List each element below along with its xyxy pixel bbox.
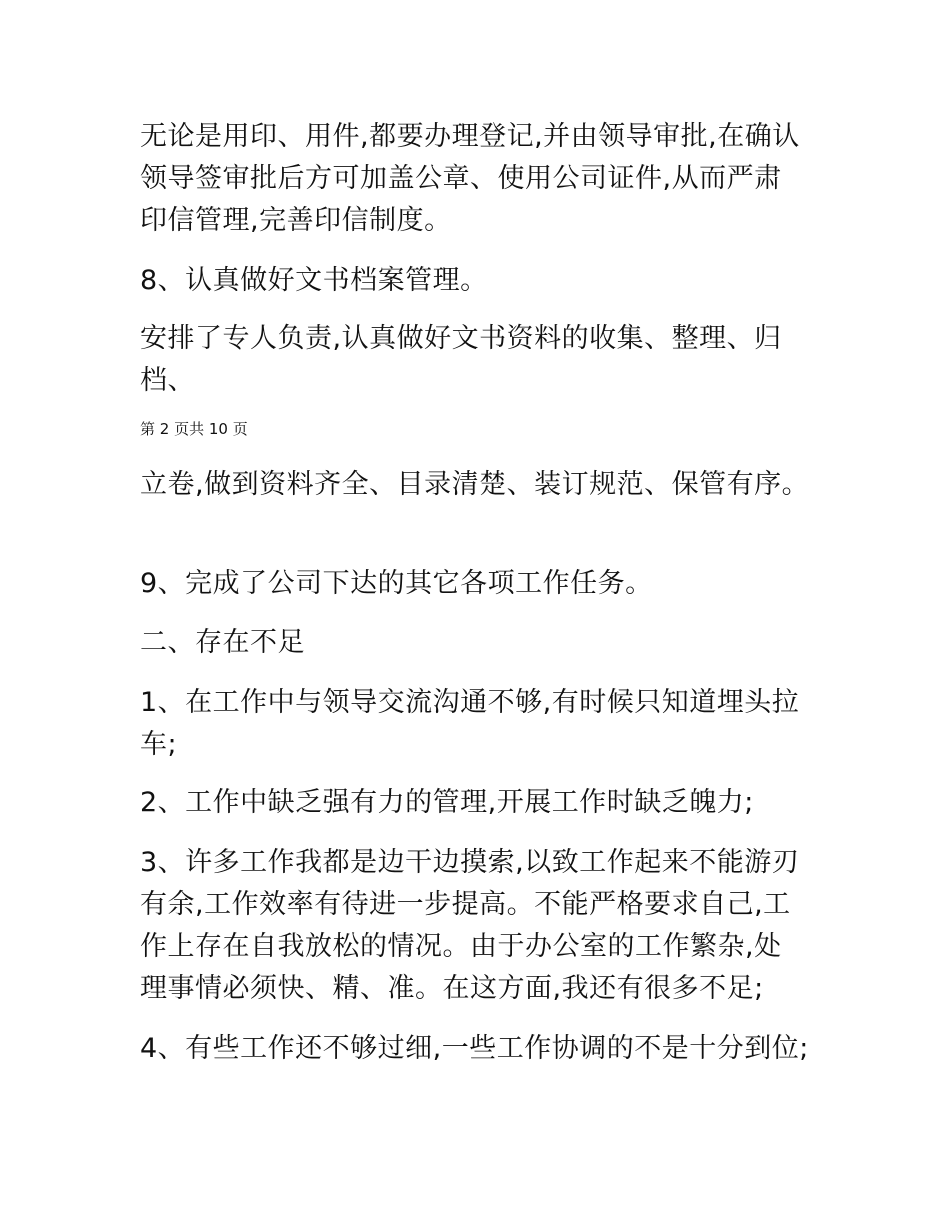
text-line: 2、工作中缺乏强有力的管理,开展工作时缺乏魄力; xyxy=(140,787,754,818)
text-line: 有余,工作效率有待进一步提高。不能严格要求自己,工 xyxy=(140,889,791,920)
deficiency-2-paragraph xyxy=(140,782,840,824)
section-2-heading xyxy=(140,622,840,664)
text-line: 4、有些工作还不够过细,一些工作协调的不是十分到位; xyxy=(140,1033,809,1064)
text-line: 作上存在自我放松的情况。由于办公室的工作繁杂,处 xyxy=(140,931,782,962)
deficiency-4-paragraph xyxy=(140,1028,840,1070)
text-line: 二、存在不足 xyxy=(140,627,305,658)
text-line: 领导签审批后方可加盖公章、使用公司证件,从而严肃 xyxy=(140,163,782,194)
filing-paragraph xyxy=(140,464,840,506)
seal-usage-paragraph xyxy=(140,116,840,242)
text-line: 3、许多工作我都是边干边摸索,以致工作起来不能游刃 xyxy=(140,847,800,878)
archive-paragraph xyxy=(140,318,840,402)
text-line: 车; xyxy=(140,729,178,760)
text-line: 理事情必须快、精、准。在这方面,我还有很多不足; xyxy=(140,973,764,1004)
text-line: 印信管理,完善印信制度。 xyxy=(140,205,452,236)
text-line: 立卷,做到资料齐全、目录清楚、装订规范、保管有序。 xyxy=(140,469,810,500)
deficiency-1-paragraph xyxy=(140,682,840,766)
page-number-footer: 第 2 页共 10 页 xyxy=(140,420,248,438)
text-line: 8、认真做好文书档案管理。 xyxy=(140,265,488,296)
item-8-heading xyxy=(140,260,840,302)
text-line: 无论是用印、用件,都要办理登记,并由领导审批,在确认 xyxy=(140,121,800,152)
text-line: 档、 xyxy=(140,365,195,396)
text-line: 安排了专人负责,认真做好文书资料的收集、整理、归 xyxy=(140,323,782,354)
item-9-heading xyxy=(140,563,840,605)
text-line: 1、在工作中与领导交流沟通不够,有时候只知道埋头拉 xyxy=(140,687,800,718)
text-line: 9、完成了公司下达的其它各项工作任务。 xyxy=(140,568,653,599)
deficiency-3-paragraph xyxy=(140,842,840,1010)
